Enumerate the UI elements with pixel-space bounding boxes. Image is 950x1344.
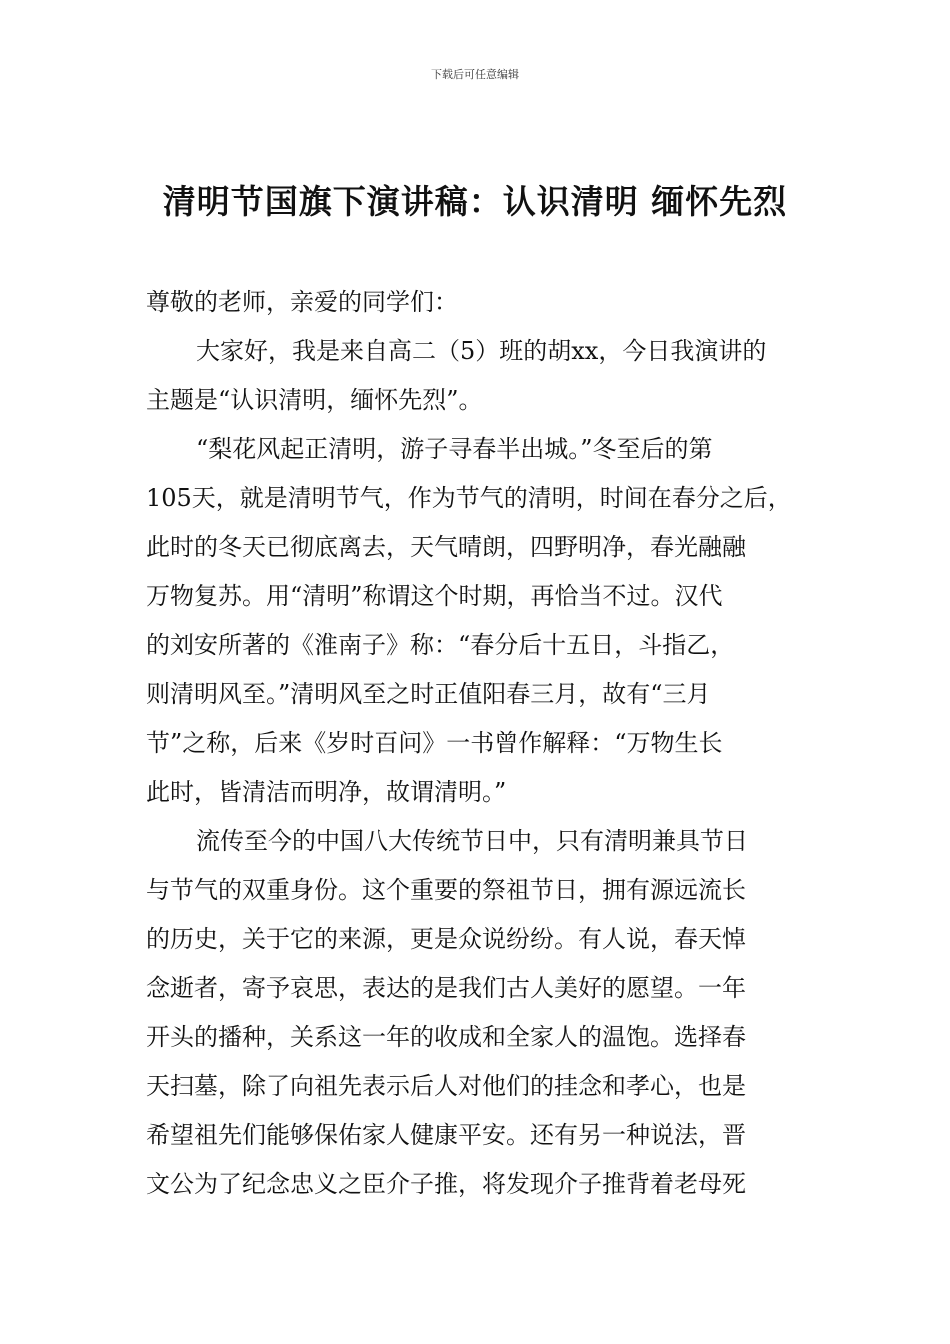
paragraph-line: 此时的冬天已彻底离去，天气晴朗，四野明净，春光融融 <box>146 533 746 561</box>
paragraph-line: 文公为了纪念忠义之臣介子推，将发现介子推背着老母死 <box>146 1170 746 1198</box>
paragraph-line: 流传至今的中国八大传统节日中，只有清明兼具节日 <box>196 827 748 855</box>
document-title: 清明节国旗下演讲稿：认识清明 缅怀先烈 <box>162 182 788 221</box>
paragraph-qingming-origin <box>146 425 808 817</box>
paragraph-line: 105天，就是清明节气，作为节气的清明，时间在春分之后， <box>146 484 792 512</box>
paragraph-line: 念逝者，寄予哀思，表达的是我们古人美好的愿望。一年 <box>146 974 746 1002</box>
header-note: 下载后可任意编辑 <box>431 68 519 81</box>
paragraph-line: 的刘安所著的《淮南子》称：“春分后十五日，斗指乙， <box>146 631 735 659</box>
paragraph-intro <box>146 327 808 425</box>
document-body <box>146 278 808 1209</box>
salutation: 尊敬的老师，亲爱的同学们： <box>146 288 458 316</box>
paragraph-line: 则清明风至。”清明风至之时正值阳春三月，故有“三月 <box>146 680 711 708</box>
paragraph-line: 此时，皆清洁而明净，故谓清明。” <box>146 778 507 806</box>
paragraph-festival-history <box>146 817 808 1209</box>
paragraph-line: 开头的播种，关系这一年的收成和全家人的温饱。选择春 <box>146 1023 746 1051</box>
paragraph-line: 希望祖先们能够保佑家人健康平安。还有另一种说法，晋 <box>146 1121 746 1149</box>
paragraph-line: 与节气的双重身份。这个重要的祭祖节日，拥有源远流长 <box>146 876 746 904</box>
paragraph-line: 万物复苏。用“清明”称谓这个时期，再恰当不过。汉代 <box>146 582 723 610</box>
paragraph-line: 大家好，我是来自高二（5）班的胡xx，今日我演讲的 <box>196 337 767 365</box>
paragraph-line: 的历史，关于它的来源，更是众说纷纷。有人说，春天悼 <box>146 925 746 953</box>
paragraph-line: “梨花风起正清明，游子寻春半出城。”冬至后的第 <box>196 435 713 463</box>
paragraph-line: 节”之称，后来《岁时百问》一书曾作解释：“万物生长 <box>146 729 723 757</box>
paragraph-line: 天扫墓，除了向祖先表示后人对他们的挂念和孝心，也是 <box>146 1072 746 1100</box>
paragraph-line: 主题是“认识清明，缅怀先烈”。 <box>146 386 483 414</box>
